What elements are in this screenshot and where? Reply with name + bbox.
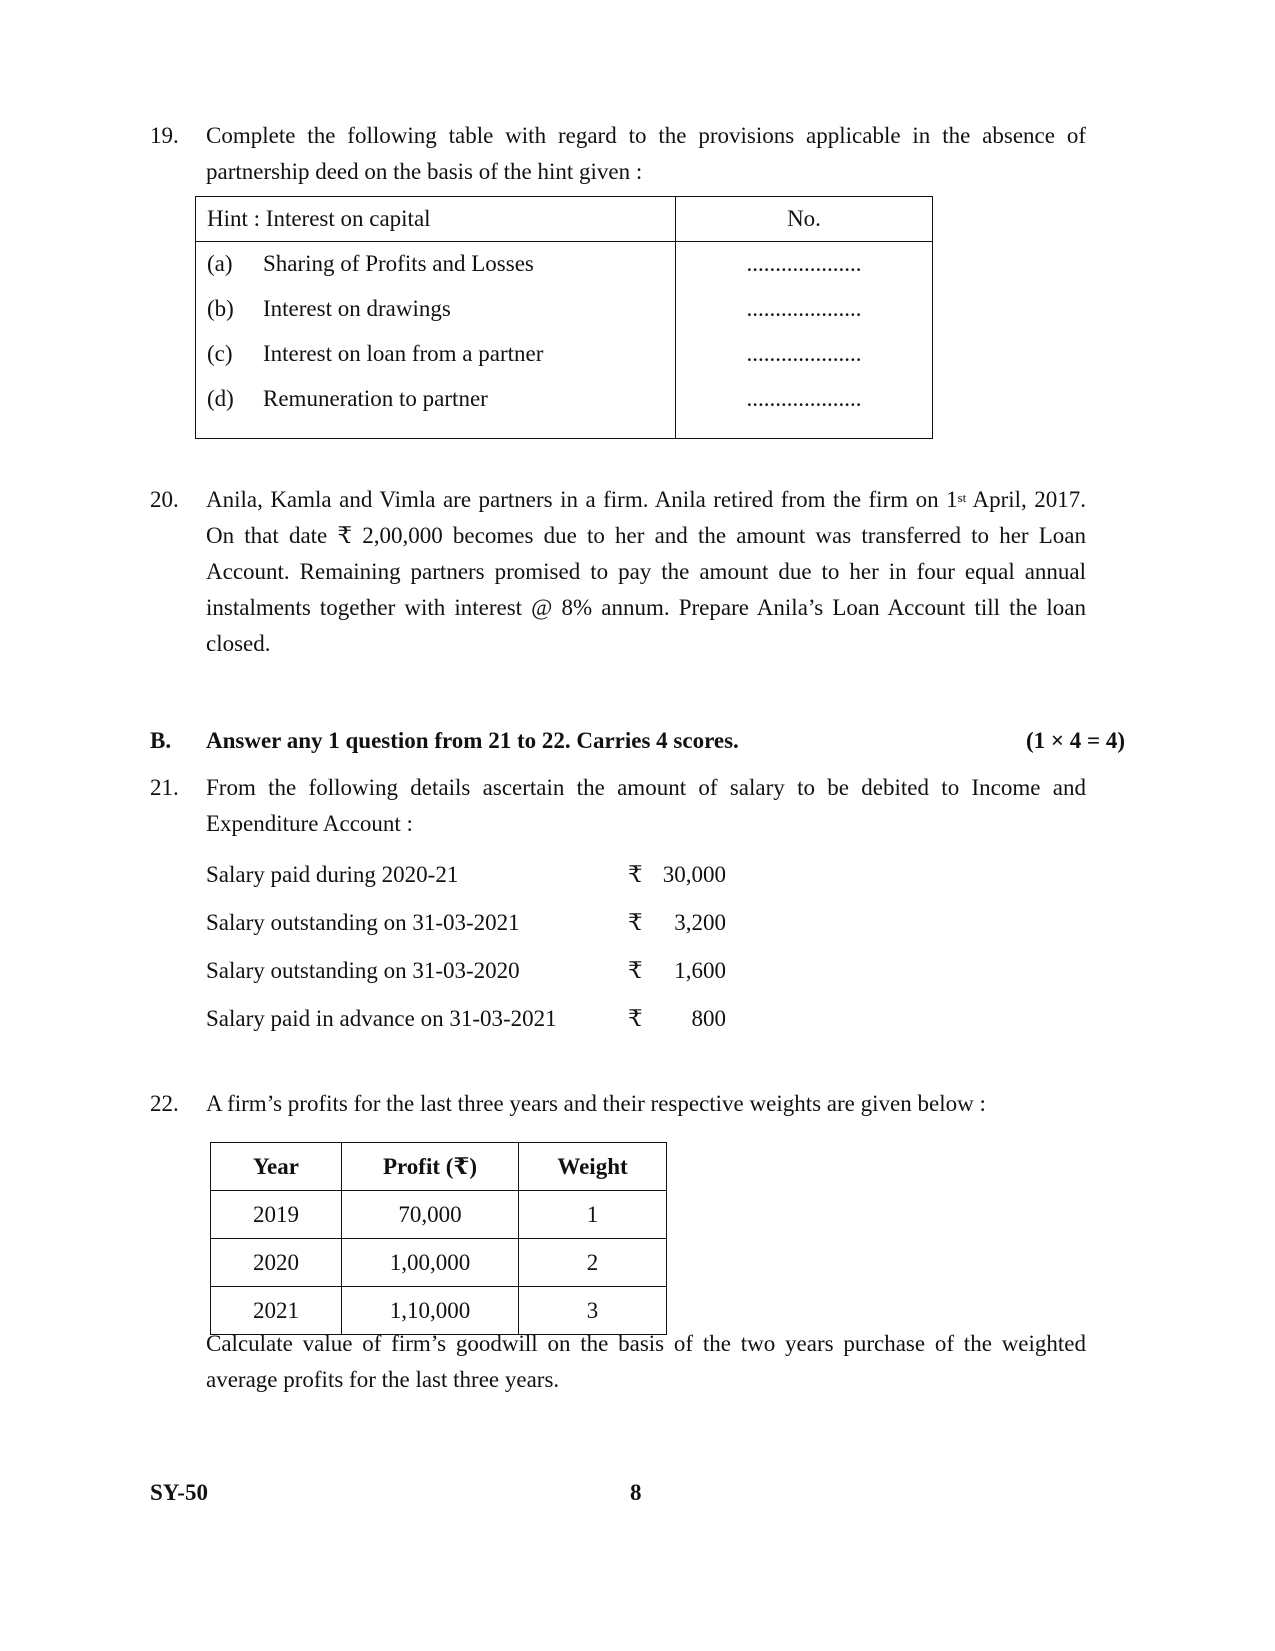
rupee-symbol: ₹: [628, 910, 643, 935]
question-text: Complete the following table with regard to the provisions applicable in the absence of partnership deed on the basis of the hint given :: [206, 123, 1086, 184]
table-body-row: [196, 242, 933, 439]
page-number: 8: [630, 1480, 642, 1505]
section-instruction: Answer any 1 question from 21 to 22. Carries 4 scores.: [206, 728, 739, 753]
rupee-symbol: ₹: [628, 1006, 643, 1031]
item-label: Salary paid during 2020-21: [206, 862, 459, 887]
list-item: [206, 860, 726, 908]
superscript: st: [957, 490, 967, 505]
question-22: [150, 1086, 1086, 1122]
table-row: [196, 387, 675, 432]
item-label: Salary outstanding on 31-03-2021: [206, 910, 520, 935]
weight-cell: 2: [519, 1239, 667, 1287]
question-number: 19.: [150, 123, 179, 148]
table-header-row: [196, 197, 933, 242]
year-cell: 2021: [211, 1287, 342, 1335]
answer-blank: ....................: [746, 386, 862, 411]
question-number: 21.: [150, 775, 179, 800]
profit-header: Profit (₹): [342, 1143, 519, 1191]
provisions-column: [196, 242, 676, 439]
profit-cell: 70,000: [342, 1191, 519, 1239]
question-text: From the following details ascertain the amount of salary to be debited to Income and Expenditure Account :: [206, 775, 1086, 836]
table-row: [211, 1191, 667, 1239]
weight-cell: 3: [519, 1287, 667, 1335]
followup-text: Calculate value of firm’s goodwill on the basis of the two years purchase of the weighted average profits for the last three years.: [206, 1331, 1086, 1392]
list-item: [206, 956, 726, 1004]
question-number: 22.: [150, 1091, 179, 1116]
section-score: (1 × 4 = 4): [1025, 728, 1125, 753]
provisions-table: [195, 196, 933, 439]
row-text: Sharing of Profits and Losses: [263, 251, 534, 276]
number-header: No.: [676, 197, 933, 242]
question-number: 20.: [150, 487, 179, 512]
table-header-row: [211, 1143, 667, 1191]
weight-cell: 1: [519, 1191, 667, 1239]
question-21: [150, 770, 1086, 842]
question-19: [150, 118, 1086, 190]
profit-cell: 1,00,000: [342, 1239, 519, 1287]
list-item: [206, 1004, 726, 1052]
section-letter: B.: [150, 728, 172, 753]
profit-table: [210, 1142, 667, 1335]
answer-blank: ....................: [746, 251, 862, 276]
year-header: Year: [211, 1143, 342, 1191]
row-label: (b): [207, 296, 234, 321]
weight-header: Weight: [519, 1143, 667, 1191]
salary-details: [206, 860, 726, 1052]
item-label: Salary outstanding on 31-03-2020: [206, 958, 520, 983]
question-text-part: April, 2017. On that date ₹ 2,00,000 becomes due to her and the amount was transferred to her Loan Account. Remaining partners promised to pay the amount due to her in four equal annual instalments together with interest @ 8% annum. Prepare Anila’s Loan Account till the loan closed.: [206, 487, 1086, 656]
question-text-part: Anila, Kamla and Vimla are partners in a firm. Anila retired from the firm on 1: [206, 487, 958, 512]
item-amount: 30,000: [662, 862, 726, 887]
row-label: (c): [207, 341, 233, 366]
list-item: [206, 908, 726, 956]
item-amount: 3,200: [674, 910, 726, 935]
item-amount: 1,600: [674, 958, 726, 983]
table-row: [196, 342, 675, 387]
row-label: (a): [207, 251, 233, 276]
question-text: A firm’s profits for the last three years and their respective weights are given below :: [206, 1091, 986, 1116]
row-text: Interest on drawings: [263, 296, 451, 321]
hint-header: Hint : Interest on capital: [196, 197, 676, 242]
paper-code: SY-50: [150, 1480, 208, 1505]
profit-cell: 1,10,000: [342, 1287, 519, 1335]
question-22-followup: [150, 1326, 1086, 1398]
table-row: [196, 252, 675, 297]
question-20: [150, 482, 1086, 662]
item-amount: 800: [691, 1006, 726, 1031]
year-cell: 2019: [211, 1191, 342, 1239]
item-label: Salary paid in advance on 31-03-2021: [206, 1006, 557, 1031]
table-row: [196, 297, 675, 342]
row-text: Interest on loan from a partner: [263, 341, 544, 366]
question-text: [206, 482, 1086, 662]
year-cell: 2020: [211, 1239, 342, 1287]
answer-blank: ....................: [746, 341, 862, 366]
rupee-symbol: ₹: [628, 958, 643, 983]
rupee-symbol: ₹: [628, 862, 643, 887]
answer-blank: ....................: [746, 296, 862, 321]
row-text: Remuneration to partner: [263, 386, 488, 411]
table-row: [211, 1239, 667, 1287]
row-label: (d): [207, 386, 234, 411]
answer-column: [676, 242, 933, 439]
